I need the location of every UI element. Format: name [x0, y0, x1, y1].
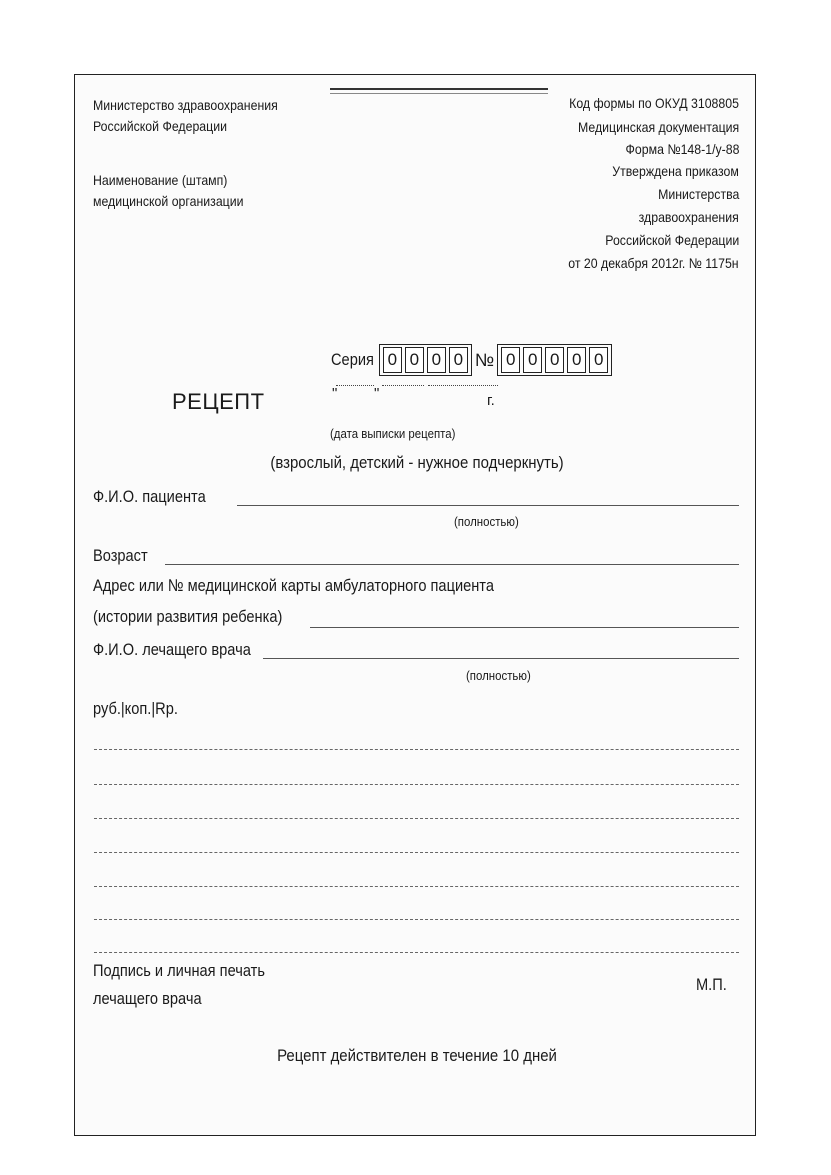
- stamp-label-line-2: медицинской организации: [93, 193, 244, 209]
- number-digit[interactable]: 0: [589, 347, 608, 373]
- top-rule: [330, 88, 548, 90]
- rp-line[interactable]: [94, 952, 739, 953]
- ministry-line-1: Министерство здравоохранения: [93, 97, 278, 113]
- series-digit[interactable]: 0: [405, 347, 424, 373]
- rp-label: руб.|коп.|Rp.: [93, 699, 178, 718]
- rp-line[interactable]: [94, 818, 739, 819]
- okud-code: Код формы по ОКУД 3108805: [569, 95, 739, 111]
- rp-line[interactable]: [94, 749, 739, 750]
- date-year-line[interactable]: [428, 385, 498, 386]
- series-digit[interactable]: 0: [427, 347, 446, 373]
- ministry-line-2: Российской Федерации: [93, 118, 227, 134]
- rp-line[interactable]: [94, 919, 739, 920]
- date-caption: (дата выписки рецепта): [330, 426, 456, 441]
- validity-note: Рецепт действителен в течение 10 дней: [277, 1046, 557, 1065]
- patient-name-label: Ф.И.О. пациента: [93, 487, 206, 506]
- address-field[interactable]: [310, 627, 739, 628]
- doctor-name-field[interactable]: [263, 658, 739, 659]
- ministry-label: Министерства: [657, 186, 739, 202]
- series-digits: [379, 344, 472, 376]
- rp-line[interactable]: [94, 886, 739, 887]
- patient-name-hint: (полностью): [454, 514, 519, 529]
- series-number-row: [331, 344, 612, 376]
- age-category: (взрослый, детский - нужное подчеркнуть): [270, 453, 564, 472]
- date-quote-close: ": [374, 385, 380, 402]
- top-rule-shadow: [330, 93, 548, 94]
- russian-federation-label: Российской Федерации: [605, 232, 739, 248]
- signature-label-line-2: лечащего врача: [93, 989, 202, 1008]
- date-year-suffix: г.: [487, 392, 495, 409]
- age-field[interactable]: [165, 564, 739, 565]
- age-label: Возраст: [93, 546, 148, 565]
- medical-documentation: Медицинская документация: [577, 119, 739, 135]
- date-quote-open: ": [332, 385, 338, 402]
- date-day-line[interactable]: [336, 385, 374, 386]
- number-digit[interactable]: 0: [567, 347, 586, 373]
- approved-by-order: Утверждена приказом: [612, 163, 739, 179]
- series-digit[interactable]: 0: [383, 347, 402, 373]
- rp-line[interactable]: [94, 852, 739, 853]
- healthcare-label: здравоохранения: [638, 209, 739, 225]
- doctor-name-label: Ф.И.О. лечащего врача: [93, 640, 251, 659]
- series-label: Серия: [331, 350, 374, 369]
- prescription-title: РЕЦЕПТ: [172, 389, 265, 414]
- number-sign: №: [474, 349, 495, 370]
- address-label: Адрес или № медицинской карты амбулаторного пациента: [93, 576, 494, 595]
- number-digits: [497, 344, 612, 376]
- doctor-name-hint: (полностью): [466, 668, 531, 683]
- signature-label-line-1: Подпись и личная печать: [93, 961, 265, 980]
- order-date: от 20 декабря 2012г. № 1175н: [568, 255, 739, 271]
- stamp-label-line-1: Наименование (штамп): [93, 172, 228, 188]
- history-label: (истории развития ребенка): [93, 607, 283, 626]
- form-number: Форма №148-1/у-88: [625, 141, 739, 157]
- seal-label: М.П.: [696, 975, 727, 994]
- rp-line[interactable]: [94, 784, 739, 785]
- number-digit[interactable]: 0: [545, 347, 564, 373]
- date-month-line[interactable]: [382, 385, 424, 386]
- number-digit[interactable]: 0: [523, 347, 542, 373]
- number-digit[interactable]: 0: [501, 347, 520, 373]
- series-digit[interactable]: 0: [449, 347, 468, 373]
- patient-name-field[interactable]: [237, 505, 739, 506]
